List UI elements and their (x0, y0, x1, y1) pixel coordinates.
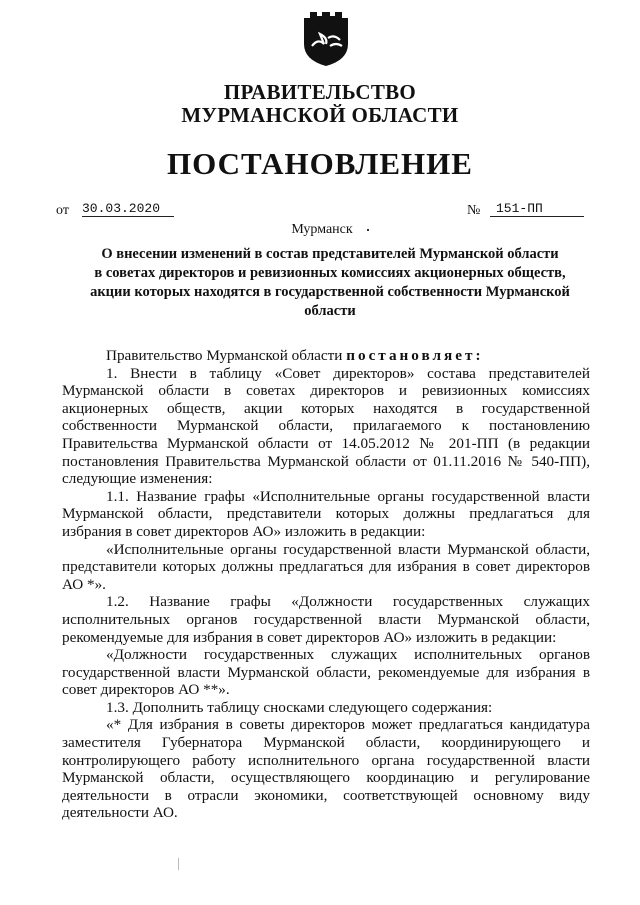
intro-paragraph (62, 347, 590, 365)
paragraph-1-2-quote: «Должности государственных служащих исполнительных органов государственной власти Мурманской области, рекомендуемые для избрания в совет директоров АО **». (62, 646, 590, 699)
document-title (60, 245, 600, 321)
number-label: № (467, 203, 481, 218)
paragraph-1-1: 1.1. Название графы «Исполнительные органы государственной власти Мурманской области, представители которых должны предлагаться для избрания в совет директоров АО» изложить в редакции: (62, 487, 590, 540)
org-name-line2: МУРМАНСКОЙ ОБЛАСТИ (181, 103, 459, 127)
title-line: в советах директоров и ревизионных комиссиях акционерных обществ, (94, 265, 566, 281)
number-value: 151-ПП (490, 201, 584, 217)
paragraph-1-3: 1.3. Дополнить таблицу сносками следующего содержания: (106, 698, 493, 716)
paragraph-1: 1. Внести в таблицу «Совет директоров» состава представителей Мурманской области в советах директоров и ревизионных комиссиях акционерных обществ, акции которых находятся в государственной собственности Мурманской области, прилагаемого к постановлению Правительства Мурманской области от 14.05.2012 № 201-ПП (в редакции постановления Правительства Мурманской области от 01.11.2016 № 540-ПП), следующие изменения: (62, 364, 590, 488)
date-label: от (56, 203, 69, 218)
paragraph-1-2: 1.2. Название графы «Должности государственных служащих исполнительных органов государственной власти Мурманской области, рекомендуемые для избрания в совет директоров АО» изложить в редакции: (62, 593, 590, 646)
intro-prefix: Правительство Мурманской области (106, 347, 347, 364)
org-name-line1: ПРАВИТЕЛЬСТВО (223, 80, 417, 104)
city-dot (367, 229, 369, 231)
paragraph-1-3-quote: «* Для избрания в советы директоров может предлагаться кандидатура заместителя Губернатора Мурманской области, координирующего и контролирующего работу исполнительного органа государственной власти Мурманской области, осуществляющего координацию и регулирование деятельности в отрасли экономики, соответствующей основному виду деятельности АО. (62, 716, 590, 822)
title-line: акции которых находятся в государственной собственности Мурманской (90, 284, 570, 300)
document-body (62, 347, 590, 822)
city-name: Мурманск (291, 222, 353, 237)
document-type: ПОСТАНОВЛЕНИЕ (167, 146, 473, 181)
paragraph-1-1-quote: «Исполнительные органы государственной власти Мурманской области, представители которых должны предлагаться для избрания в совет директоров АО *». (62, 540, 590, 593)
intro-decree-word: постановляет: (346, 347, 484, 364)
date-value: 30.03.2020 (82, 201, 174, 217)
coat-of-arms-icon (300, 8, 352, 68)
title-line: О внесении изменений в состав представителей Мурманской области (101, 246, 559, 262)
scan-mark (178, 858, 179, 870)
city-line (0, 222, 640, 238)
title-line: области (304, 303, 356, 319)
